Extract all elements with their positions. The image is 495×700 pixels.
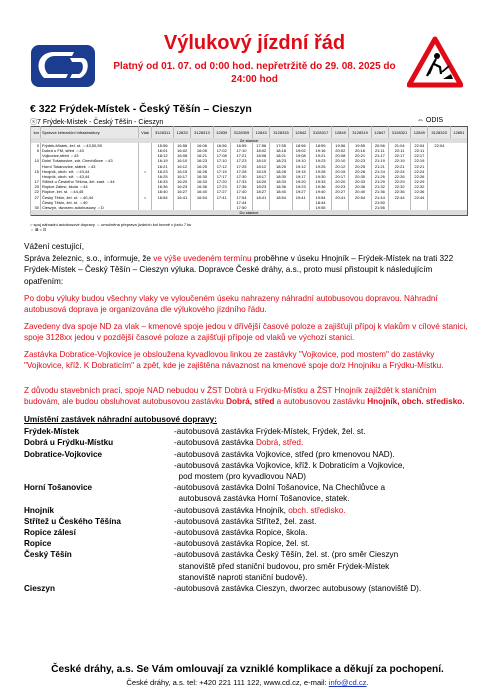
time-cell: 18:02: [253, 148, 270, 153]
time-cell: 18:56: [292, 143, 309, 148]
time-cell: 19:08: [292, 153, 309, 158]
stop-row: [24, 516, 474, 527]
stop-row: [24, 549, 474, 560]
stop-description: pod mostem (pro kyvadlovou NAD): [174, 472, 306, 482]
time-cell: 20:10: [332, 158, 349, 163]
contact-text: České dráhy, a.s. tel: +420 221 111 122, www.cd.cz, e-mail:: [126, 678, 329, 687]
time-cell: 17:17: [213, 174, 230, 179]
stop-description: -autobusová zastávka Ropice, žel. st.: [174, 539, 310, 549]
header-cell: km: [31, 127, 41, 138]
station-name: Frýdek-Místek, žel. st. ⇔43,50,55: [41, 143, 139, 148]
time-cell: 22:19: [388, 158, 410, 163]
time-cell: 22: [31, 189, 41, 194]
time-cell: 21:19: [371, 158, 388, 163]
footer-contact: [0, 678, 495, 687]
station-name: Dolní Tošanovice, zdr. Chechlůvce ⇔43: [41, 158, 139, 163]
time-cell: 17:44: [230, 200, 252, 205]
time-cell: 16:30: [191, 174, 213, 179]
time-cell: 16:54: [152, 195, 174, 200]
time-cell: 17:10: [213, 158, 230, 163]
stop-row: [24, 471, 474, 482]
time-cell: 19:02: [292, 148, 309, 153]
time-cell: 19:28: [309, 169, 331, 174]
time-cell: 16:40: [191, 189, 213, 194]
construction-stop-1: Dobrá, střed: [226, 397, 275, 407]
time-cell: 19:10: [292, 158, 309, 163]
time-cell: 20:25: [349, 163, 371, 168]
time-cell: 16:05: [191, 148, 213, 153]
station-name: Ropice, žel. st. ⇔44,45: [41, 189, 139, 194]
stop-desc-text: -autobusová zastávka: [174, 438, 256, 448]
time-cell: 16:12: [174, 163, 191, 168]
time-cell: 19:21: [309, 153, 331, 158]
header-cell: 12849: [411, 127, 428, 138]
time-cell: 16:28: [191, 169, 213, 174]
time-cell: 22:17: [388, 153, 410, 158]
stop-name: Dobratice-Vojkovice: [24, 449, 103, 459]
time-cell: 18:36: [270, 184, 292, 189]
time-cell: ○: [139, 195, 152, 200]
time-cell: 17:10: [230, 148, 252, 153]
time-cell: 20:33: [349, 179, 371, 184]
time-cell: 22:19: [411, 158, 428, 163]
time-cell: 16:36: [191, 184, 213, 189]
time-cell: 20:40: [349, 189, 371, 194]
time-cell: 22:11: [388, 148, 410, 153]
time-cell: 19:33: [309, 179, 331, 184]
time-cell: 19:41: [292, 195, 309, 200]
header-cell: 12839: [213, 127, 230, 138]
time-cell: 16:01: [152, 148, 174, 153]
station-name: Ropice Zálesí, škola ⇔44: [41, 184, 139, 189]
time-cell: 18:41: [253, 195, 270, 200]
time-cell: 20:56: [371, 143, 388, 148]
time-cell: 16:23: [174, 184, 191, 189]
shuttle-paragraph: Zastávka Dobratice-Vojkovice je obsloužena kyvadlovou linkou ze zastávky "Vojkovice, pod mostem" do zastávky "Vojkovice, kříž. K Dobraticím" a zpět, kde je zajištěna návaznost na kmenové spoje do/z Hnojníku a Frýdku-Místku.: [24, 350, 444, 371]
station-name: Český Těšín, žel. st. ⇔40: [41, 200, 139, 205]
stop-description: -autobusová zastávka Dolní Tošanovice, Na Chechlůvce a: [174, 483, 386, 493]
time-cell: 18:21: [270, 153, 292, 158]
time-cell: 20:08: [332, 153, 349, 158]
header-cell: 3128313: [191, 127, 213, 138]
time-cell: 20:16: [349, 148, 371, 153]
time-cell: 16:33: [152, 179, 174, 184]
time-cell: 19:15: [292, 169, 309, 174]
time-cell: 17:08: [213, 153, 230, 158]
stop-name: Hnojník: [24, 505, 55, 515]
connections-paragraph: Zavedeny dva spoje ND za vlak – kmenové spoje jedou v dřívější časové poloze a zajišťují přípoj k vlakům v cílové stanici, spoje 3128xx jedou v pozdější časové poloze a zajišťují přípoje od vlaků ve výchozí stanici.: [24, 322, 468, 343]
header-cell: 3128311: [152, 127, 174, 138]
time-cell: 22:24: [411, 169, 428, 174]
time-cell: 19:27: [292, 189, 309, 194]
header-cell: 3128319: [349, 127, 371, 138]
time-cell: 30: [31, 205, 41, 210]
header-cell: 12847: [371, 127, 388, 138]
time-cell: 22:17: [411, 153, 428, 158]
time-cell: 16:54: [191, 195, 213, 200]
time-cell: 15:56: [152, 143, 174, 148]
time-cell: 16:56: [174, 143, 191, 148]
time-cell: 10: [31, 158, 41, 163]
time-cell: 18:27: [253, 189, 270, 194]
time-cell: 20:28: [349, 169, 371, 174]
header-cell: Správce železniční infrastruktury: [41, 127, 139, 138]
stops-heading: Umístění zastávek náhradní autobusové dopravy:: [24, 415, 217, 424]
intro-paragraph: [24, 253, 472, 287]
time-cell: 18:59: [309, 143, 331, 148]
stop-name: Střítež u Českého Těšína: [24, 516, 121, 526]
stop-name: Český Těšín: [24, 550, 72, 560]
station-name: Hnojník, obch. stř. ⇔43,44: [41, 174, 139, 179]
time-cell: 17:15: [213, 169, 230, 174]
time-cell: 16:06: [191, 143, 213, 148]
stop-description: -autobusová zastávka Cieszyn, dworzec autobusowy (stanoviště D).: [174, 584, 422, 594]
section-end-label: Do stanice: [31, 210, 468, 216]
header-cell: 3128309: [230, 127, 252, 138]
station-name: Český Těšín, žel. st. ⇔40,44: [41, 195, 139, 200]
header-cell: 12845: [332, 127, 349, 138]
time-cell: 20:54: [349, 195, 371, 200]
stop-name: Ropice: [24, 539, 52, 549]
time-cell: 20:15: [332, 169, 349, 174]
header-cell: 3128323: [428, 127, 450, 138]
time-cell: 16:33: [191, 179, 213, 184]
stop-row: [24, 482, 474, 493]
time-cell: 16:36: [152, 184, 174, 189]
stop-desc-text: -autobusová zastávka Hnojník,: [174, 505, 289, 515]
time-cell: 19:23: [309, 158, 331, 163]
stop-row: [24, 460, 474, 471]
time-cell: 17:25: [230, 163, 252, 168]
time-cell: 19:16: [309, 148, 331, 153]
stop-name: Cieszyn: [24, 584, 55, 594]
time-cell: 18:08: [253, 153, 270, 158]
time-cell: 16:21: [191, 153, 213, 158]
header-cell: 12843: [253, 127, 270, 138]
stop-row: [24, 583, 474, 594]
time-cell: 21:50: [371, 200, 388, 205]
time-cell: 17:27: [213, 189, 230, 194]
stop-description: -autobusová zastávka Frýdek-Místek, Frýdek, žel. st.: [174, 427, 366, 437]
time-cell: 18:54: [270, 195, 292, 200]
time-cell: 20:20: [332, 179, 349, 184]
time-cell: 18:12: [253, 163, 270, 168]
stop-desc-highlight: Dobrá, střed.: [255, 438, 304, 448]
stop-description: -autobusová zastávka Český Těšín, žel. st. (pro směr Cieszyn: [174, 550, 399, 560]
time-cell: 16:25: [152, 174, 174, 179]
time-cell: 22:44: [411, 195, 428, 200]
time-cell: 18:23: [253, 184, 270, 189]
time-cell: 18:30: [270, 174, 292, 179]
time-cell: 16:25: [191, 163, 213, 168]
time-cell: 21:29: [371, 179, 388, 184]
cd-logo: [30, 44, 96, 88]
stop-name: [24, 561, 174, 572]
time-cell: 21:44: [371, 195, 388, 200]
time-cell: 22:36: [411, 189, 428, 194]
stop-description: -autobusová zastávka Střítež, žel. zast.: [174, 516, 317, 526]
station-name: Cieszyn, dworzec autobusowy ⇔D: [41, 205, 139, 210]
time-cell: 22:04: [428, 143, 450, 148]
time-cell: 19:56: [332, 143, 349, 148]
construction-paragraph: [24, 385, 472, 408]
section-end-row: [31, 210, 468, 216]
time-cell: 17:12: [213, 163, 230, 168]
time-cell: 18:17: [253, 174, 270, 179]
time-cell: 20:23: [332, 184, 349, 189]
time-cell: 16:55: [230, 143, 252, 148]
station-name: Střítež u Českého Těšína, žel. zast. ⇔44: [41, 179, 139, 184]
time-cell: 18:40: [270, 189, 292, 194]
time-cell: 19:36: [309, 184, 331, 189]
time-cell: 18:20: [253, 179, 270, 184]
time-cell: 20: [31, 184, 41, 189]
time-cell: 16:20: [174, 179, 191, 184]
time-cell: 18:25: [270, 163, 292, 168]
time-cell: 18:28: [270, 169, 292, 174]
intro-text-1: Správa železnic, s.o., informuje, že: [24, 254, 154, 263]
time-cell: 21:11: [371, 148, 388, 153]
time-cell: 17:02: [213, 148, 230, 153]
time-cell: 16:23: [191, 158, 213, 163]
time-cell: 21:04: [388, 143, 410, 148]
stop-row: [24, 426, 474, 437]
stop-description: [174, 437, 474, 448]
time-cell: 17:30: [230, 174, 252, 179]
stop-row: [24, 449, 474, 460]
time-cell: 17: [31, 179, 41, 184]
time-cell: 22:24: [388, 169, 410, 174]
stop-description: -autobusová zastávka Vojkovice, kříž. k Dobraticím a Vojkovice,: [174, 460, 405, 470]
time-cell: 17:40: [230, 189, 252, 194]
contact-end: .: [366, 678, 369, 687]
time-cell: 22:36: [388, 189, 410, 194]
time-cell: 17:41: [213, 195, 230, 200]
time-cell: 21:21: [371, 163, 388, 168]
time-cell: ○: [139, 169, 152, 174]
construction-stop-2: Hnojník, obch. středisko.: [367, 397, 465, 407]
time-cell: 19:25: [309, 163, 331, 168]
stop-row: [24, 493, 474, 504]
time-cell: 16:41: [174, 195, 191, 200]
stop-description: [174, 505, 474, 516]
time-cell: 22:29: [388, 179, 410, 184]
time-cell: 19:17: [292, 174, 309, 179]
stop-name: Horní Tošanovice: [24, 483, 93, 493]
header-cell: 3128317: [309, 127, 331, 138]
intro-term: ve výše uvedeném termínu: [153, 254, 252, 263]
validity-text: [102, 60, 407, 86]
time-cell: 18:18: [270, 148, 292, 153]
stop-row: [24, 572, 474, 583]
time-cell: 19:55: [309, 205, 331, 210]
timetable-notes: [30, 222, 191, 232]
construction-text-1: Z důvodu stavebních prací, spoje NAD nebudou v ŽST Dobrá u Frýdku-Místku a ŽST Hnojník zajíždět k staničním budovám, ale budou obsluhovat autobusovou zastávku: [24, 386, 437, 407]
time-cell: 15: [31, 169, 41, 174]
time-cell: 16:19: [152, 158, 174, 163]
time-cell: 19:54: [309, 195, 331, 200]
time-cell: 18:33: [270, 179, 292, 184]
page-title: Výlukový jízdní řád: [163, 32, 346, 54]
time-cell: 17:28: [230, 169, 252, 174]
time-cell: 17:33: [230, 179, 252, 184]
time-cell: 21:17: [371, 153, 388, 158]
stop-desc-highlight: obch. středisko.: [288, 505, 346, 515]
time-cell: 19:40: [309, 189, 331, 194]
station-name: Vojkovice,střed ⇔43: [41, 153, 139, 158]
time-cell: 22:26: [411, 174, 428, 179]
time-cell: 17:20: [213, 179, 230, 184]
header-cell: 12851: [450, 127, 467, 138]
header-cell: 3128315: [270, 127, 292, 138]
time-cell: 20:02: [332, 148, 349, 153]
station-name: Hnojník, obch. stř. ⇔43,44: [41, 169, 139, 174]
time-cell: 21:36: [371, 189, 388, 194]
time-cell: 16:23: [152, 169, 174, 174]
time-cell: 5: [31, 148, 41, 153]
stop-row: [24, 505, 474, 516]
stop-name: Frýdek-Místek: [24, 427, 80, 437]
time-cell: 17:55: [270, 143, 292, 148]
time-cell: 22:26: [388, 174, 410, 179]
time-cell: 18:10: [253, 158, 270, 163]
station-name: Dobrá u FM, střed ⇔43: [41, 148, 139, 153]
stop-name: Dobrá u Frýdku-Místku: [24, 438, 114, 448]
greeting: Vážení cestující,: [24, 242, 85, 251]
time-cell: 19:20: [292, 179, 309, 184]
header: [22, 32, 477, 98]
stop-name: Ropice zálesí: [24, 528, 76, 538]
time-cell: 16:40: [152, 189, 174, 194]
stop-name: [24, 493, 174, 504]
header-cell: 3128321: [388, 127, 410, 138]
header-cell: 12833: [174, 127, 191, 138]
time-cell: 22:21: [388, 163, 410, 168]
time-cell: 16:56: [213, 143, 230, 148]
time-cell: 19:23: [292, 184, 309, 189]
timetable-note-2: ⇔ ⊠ = ⊡: [30, 227, 47, 232]
time-cell: 22:11: [411, 148, 428, 153]
stop-row: [24, 538, 474, 549]
time-cell: 18:23: [270, 158, 292, 163]
time-cell: 16:17: [174, 174, 191, 179]
time-cell: 19:55: [349, 143, 371, 148]
time-cell: 20:17: [332, 174, 349, 179]
footer-apology: České dráhy, a.s. Se Vám omlouvají za vzniklé komplikace a děkují za pochopení.: [51, 664, 444, 675]
time-cell: 20:41: [332, 195, 349, 200]
time-cell: 17:54: [230, 195, 252, 200]
time-cell: 22:44: [388, 195, 410, 200]
time-cell: 21:56: [371, 205, 388, 210]
time-cell: 19:30: [309, 174, 331, 179]
route-title: € 322 Frýdek-Místek - Český Těšín – Cieszyn: [30, 103, 252, 115]
route-subtitle: ⓢ7 Frýdek-Místek - Český Těšín - Cieszyn: [30, 119, 164, 126]
stop-name: [24, 460, 174, 471]
time-cell: 20:23: [349, 158, 371, 163]
time-cell: 20:12: [332, 163, 349, 168]
time-cell: 16:12: [152, 153, 174, 158]
time-cell: 18:44: [309, 200, 331, 205]
stop-row: [24, 561, 474, 572]
timetable: [30, 126, 468, 216]
stop-description: stanoviště před staniční budovou, pro směr Frýdek-Místek: [174, 561, 390, 571]
time-cell: 20:21: [349, 153, 371, 158]
email-link[interactable]: info@cd.cz: [328, 678, 367, 687]
construction-text-2: a autobusovou zastávku: [274, 397, 368, 407]
time-cell: 17:21: [230, 153, 252, 158]
timetable-note-1: ○ spoj náhradní autobusové dopravy ⇔ umožněna přeprava jízdních kol kromě v jízdu 7 ks: [30, 222, 192, 227]
time-cell: 22:04: [411, 143, 428, 148]
header-cell: Vlak: [139, 127, 152, 138]
time-cell: 16:10: [174, 158, 191, 163]
time-cell: 16:02: [174, 148, 191, 153]
replacement-paragraph: Po dobu výluky budou všechny vlaky ve vyloučeném úseku nahrazeny náhradní autobusovou dopravou. Náhradní autobusová doprava je organizována dle výlukového jízdního řádu.: [24, 294, 438, 315]
section-label: Ze stanice: [31, 138, 468, 143]
time-cell: 20:27: [332, 189, 349, 194]
roadwork-warning-icon: [407, 36, 463, 88]
timetable-header-row: [31, 127, 468, 138]
time-cell: 27: [31, 195, 41, 200]
odis-label: ⇔ ODIS: [416, 117, 443, 124]
time-cell: 18:15: [253, 169, 270, 174]
validity-line-2: 24:00 hod: [231, 74, 278, 85]
stop-description: stanoviště naproti staniční budově).: [174, 572, 308, 582]
time-cell: 21:26: [371, 174, 388, 179]
time-cell: 16:08: [174, 153, 191, 158]
time-cell: 17:50: [230, 205, 252, 210]
stop-row: [24, 437, 474, 448]
time-cell: 16:27: [174, 189, 191, 194]
stops-list: [24, 414, 474, 594]
stop-description: -autobusová zastávka Vojkovice, střed (pro kmenovou NAD).: [174, 449, 395, 459]
validity-line-1: Platný od 01. 07. od 0:00 hod. nepřetržitě do 29. 08. 2025 do: [113, 61, 396, 72]
time-cell: 0: [31, 143, 41, 148]
time-cell: 22:21: [411, 163, 428, 168]
header-cell: 12842: [292, 127, 309, 138]
stop-description: autobusová zastávka Horní Tošanovice, statek.: [174, 494, 350, 504]
stop-name: [24, 471, 174, 482]
time-cell: 17:56: [253, 143, 270, 148]
stop-row: [24, 527, 474, 538]
time-cell: 16:21: [152, 163, 174, 168]
time-cell: 20:36: [349, 184, 371, 189]
time-cell: 16:15: [174, 169, 191, 174]
time-cell: 21:24: [371, 169, 388, 174]
time-cell: 19:12: [292, 163, 309, 168]
time-cell: 22:32: [388, 184, 410, 189]
time-cell: 17:23: [230, 158, 252, 163]
time-cell: 17:36: [230, 184, 252, 189]
time-cell: 22:32: [411, 184, 428, 189]
time-cell: 17:23: [213, 184, 230, 189]
time-cell: 22:29: [411, 179, 428, 184]
time-cell: 21:32: [371, 184, 388, 189]
stop-description: -autobusová zastávka Ropice, škola.: [174, 528, 308, 538]
intro-text-2: proběhne v úseku Hnojník – Frýdek-Místek na trati 322 Frýdek-Místek – Český Těšín – Cieszyn výluka. Dopravce České dráhy, a.s., proto musí přistoupit k následujícím opatřením:: [24, 254, 454, 286]
time-cell: 20:30: [349, 174, 371, 179]
station-name: Horní Tošanovice, státek ⇔43: [41, 163, 139, 168]
stop-name: [24, 572, 174, 583]
